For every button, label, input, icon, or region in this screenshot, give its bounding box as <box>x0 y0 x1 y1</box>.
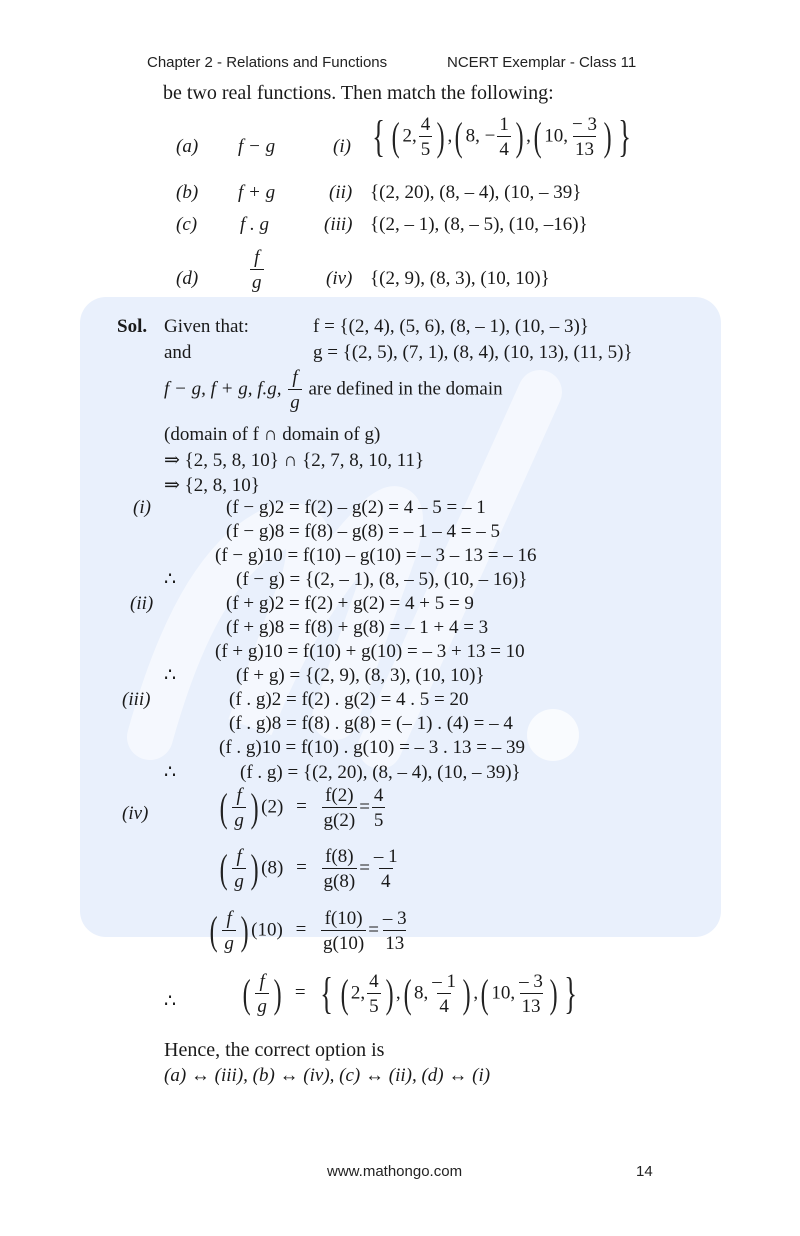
part-iv-result: ( $\frac{f}{g}$ ) = { ( 2, $\frac{4}{5}$ ) ,( 8, $\frac{- 1}{4}$ ) ,( 10, $\frac{- 3}{13}$ ) } <box>242 969 578 1018</box>
part-i-result: (f − g) = {(2, – 1), (8, – 5), (10, – 16)} <box>236 569 528 590</box>
part-i-therefore: ∴ <box>164 569 177 590</box>
option-d-label: (d) <box>176 268 199 289</box>
option-a-expr: f − g <box>238 136 276 157</box>
part-iii-label: (iii) <box>122 689 151 710</box>
part-ii-line-2: (f + g)8 = f(8) + g(8) = – 1 + 4 = 3 <box>226 617 489 638</box>
domain-step-2: ⇒ {2, 8, 10} <box>164 475 260 496</box>
option-ii-label: (ii) <box>329 182 353 203</box>
given-label: Given that: <box>164 316 249 337</box>
part-i-label: (i) <box>133 497 151 518</box>
option-b-expr: f + g <box>238 182 276 203</box>
part-i-line-1: (f − g)2 = f(2) – g(2) = 4 – 5 = – 1 <box>226 497 486 518</box>
page-number: 14 <box>636 1163 653 1180</box>
option-iii-set: {(2, – 1), (8, – 5), (10, –16)} <box>370 214 588 235</box>
question-intro: be two real functions. Then match the following: <box>163 82 554 104</box>
part-iv-row-2: ( $\frac{f}{g}$ ) (8) = $\frac{f(8)}{g(8)}$ = $\frac{- 1}{4}$ <box>219 846 398 892</box>
part-iii-result: (f . g) = {(2, 20), (8, – 4), (10, – 39)} <box>240 762 521 783</box>
part-iii-line-2: (f . g)8 = f(8) . g(8) = (– 1) . (4) = – 4 <box>229 713 513 734</box>
option-i-set: { ( 2, $\frac{4}{5}$ ) ,( 8, − $\frac{1}{4}$ ) ,( 10, $\frac{- 3}{13}$ ) } <box>372 112 632 161</box>
part-iv-row-1: ( $\frac{f}{g}$ ) (2) = $\frac{f(2)}{g(2)}$ = $\frac{4}{5}$ <box>219 785 384 831</box>
part-ii-line-3: (f + g)10 = f(10) + g(10) = – 3 + 13 = 10 <box>215 641 525 662</box>
option-i-label: (i) <box>333 136 351 157</box>
part-iii-line-1: (f . g)2 = f(2) . g(2) = 4 . 5 = 20 <box>229 689 469 710</box>
part-ii-label: (ii) <box>130 593 154 614</box>
chapter-header: Chapter 2 - Relations and Functions <box>147 54 388 71</box>
part-ii-therefore: ∴ <box>164 665 177 686</box>
part-iii-therefore: ∴ <box>164 762 177 783</box>
option-b-label: (b) <box>176 182 199 203</box>
option-d-expr: $\frac{f}{g}$ <box>252 247 262 293</box>
option-c-expr: f . g <box>240 214 270 235</box>
and-label: and <box>164 342 192 363</box>
part-iv-label: (iv) <box>122 803 149 824</box>
solution-label: Sol. <box>117 316 148 337</box>
option-iii-label: (iii) <box>324 214 353 235</box>
conclusion-text: Hence, the correct option is <box>164 1039 385 1061</box>
domain-step-1: ⇒ {2, 5, 8, 10} ∩ {2, 7, 8, 10, 11} <box>164 450 425 471</box>
part-iii-line-3: (f . g)10 = f(10) . g(10) = – 3 . 13 = – 39 <box>219 737 526 758</box>
part-iv-row-3: ( $\frac{f}{g}$ ) (10) = $\frac{f(10)}{g(10)}$ = $\frac{- 3}{13}$ <box>209 908 407 954</box>
final-answer: (a) ↔ (iii), (b) ↔ (iv), (c) ↔ (ii), (d) ↔ (i) <box>164 1065 491 1086</box>
option-a-label: (a) <box>176 136 199 157</box>
book-header: NCERT Exemplar - Class 11 <box>447 54 637 71</box>
operations-defined-line: f − g, f + g, f.g, $\frac{f}{g}$ are defined in the domain <box>164 367 503 413</box>
footer-url[interactable]: www.mathongo.com <box>327 1163 463 1180</box>
part-ii-result: (f + g) = {(2, 9), (8, 3), (10, 10)} <box>236 665 485 686</box>
g-definition: g = {(2, 5), (7, 1), (8, 4), (10, 13), (11, 5)} <box>313 342 633 363</box>
part-ii-line-1: (f + g)2 = f(2) + g(2) = 4 + 5 = 9 <box>226 593 474 614</box>
part-iv-therefore: ∴ <box>164 991 177 1012</box>
option-ii-set: {(2, 20), (8, – 4), (10, – 39} <box>370 182 582 203</box>
f-definition: f = {(2, 4), (5, 6), (8, – 1), (10, – 3)} <box>313 316 589 337</box>
part-i-line-2: (f − g)8 = f(8) – g(8) = – 1 – 4 = – 5 <box>226 521 500 542</box>
option-c-label: (c) <box>176 214 198 235</box>
domain-intersection-line: (domain of f ∩ domain of g) <box>164 424 381 445</box>
option-iv-set: {(2, 9), (8, 3), (10, 10)} <box>370 268 550 289</box>
part-i-line-3: (f − g)10 = f(10) – g(10) = – 3 – 13 = – 16 <box>215 545 537 566</box>
option-iv-label: (iv) <box>326 268 353 289</box>
